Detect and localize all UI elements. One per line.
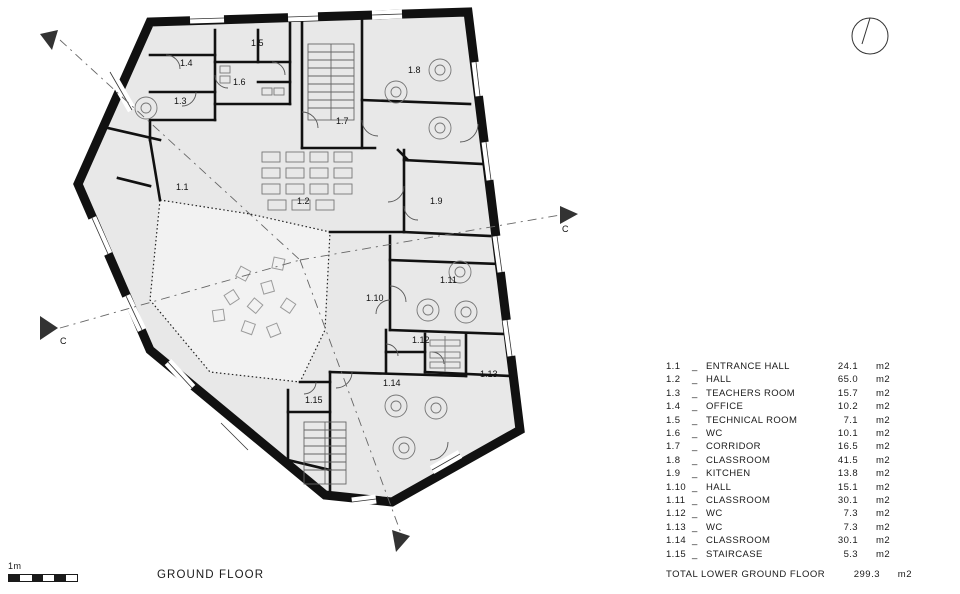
room-label-1-12: 1.12: [412, 335, 430, 345]
legend-room-name: KITCHEN: [706, 468, 751, 480]
legend-room-name: WC: [706, 521, 723, 533]
legend-number: 1.6: [666, 428, 681, 440]
legend-room-name: HALL: [706, 374, 732, 386]
legend-dash: _: [692, 495, 698, 507]
legend-row-1-11: [666, 494, 890, 507]
legend-row-1-13: [666, 521, 890, 534]
legend-row-1-3: [666, 387, 890, 400]
legend-area: 13.8: [837, 468, 858, 480]
legend-room-name: OFFICE: [706, 401, 744, 413]
legend-number: 1.10: [666, 481, 687, 493]
legend-number: 1.15: [666, 548, 687, 560]
legend-dash: _: [692, 521, 698, 533]
legend-unit: m2: [876, 535, 890, 547]
total-area-unit: m2: [897, 569, 912, 580]
legend-number: 1.14: [666, 535, 687, 547]
plan-title: GROUND FLOOR: [157, 569, 265, 581]
legend-area: 10.1: [837, 428, 858, 440]
legend-row-1-8: [666, 454, 890, 467]
legend-unit: m2: [876, 481, 890, 493]
legend-area: 7.3: [843, 508, 858, 520]
legend-number: 1.5: [666, 414, 681, 426]
legend-number: 1.2: [666, 374, 681, 386]
legend-unit: m2: [876, 401, 890, 413]
room-label-1-3: 1.3: [174, 96, 187, 106]
legend-area: 65.0: [837, 374, 858, 386]
legend-room-name: CLASSROOM: [706, 535, 771, 547]
legend-row-1-4: [666, 400, 890, 413]
legend-row-1-12: [666, 507, 890, 520]
legend-number: 1.7: [666, 441, 681, 453]
scale-bar: [8, 561, 78, 582]
legend-area: 30.1: [837, 495, 858, 507]
legend-number: 1.1: [666, 361, 681, 372]
legend-row-1-10: [666, 481, 890, 494]
legend-area: 16.5: [837, 441, 858, 453]
legend-dash: _: [692, 414, 698, 426]
legend-row-1-9: [666, 467, 890, 480]
room-label-1-7: 1.7: [336, 116, 349, 126]
legend-unit: m2: [876, 548, 890, 560]
total-area-row: [666, 569, 912, 580]
legend-number: 1.11: [666, 495, 686, 507]
scale-bar-label: 1m: [8, 561, 22, 571]
room-label-1-2: 1.2: [297, 196, 310, 206]
room-label-1-5: 1.5: [251, 38, 264, 48]
legend-dash: _: [692, 508, 698, 520]
legend-row-1-14: [666, 534, 890, 547]
section-mark-c-right-label: C: [562, 224, 569, 234]
room-label-1-9: 1.9: [430, 196, 443, 206]
legend-area: 15.7: [837, 387, 858, 399]
legend-dash: _: [692, 401, 698, 413]
legend-unit: m2: [876, 441, 890, 453]
legend-unit: m2: [876, 521, 890, 533]
legend-number: 1.9: [666, 468, 681, 480]
legend-dash: _: [692, 441, 698, 453]
legend-row-1-6: [666, 427, 890, 440]
room-label-1-8: 1.8: [408, 65, 421, 75]
legend-room-name: HALL: [706, 481, 732, 493]
legend-dash: _: [692, 454, 698, 466]
legend-unit: m2: [876, 468, 890, 480]
legend-area: 15.1: [837, 481, 858, 493]
legend-number: 1.3: [666, 387, 681, 399]
legend-dash: _: [692, 387, 698, 399]
legend-row-1-7: [666, 440, 890, 453]
legend-unit: m2: [876, 428, 890, 440]
legend-room-name: TECHNICAL ROOM: [706, 414, 798, 426]
legend-dash: _: [692, 374, 698, 386]
total-area-value: 299.3: [853, 569, 880, 580]
north-arrow: [848, 14, 892, 58]
legend-row-1-15: [666, 548, 890, 561]
legend-unit: m2: [876, 374, 890, 386]
scale-bar-graphic: [8, 574, 78, 582]
room-label-1-14: 1.14: [383, 378, 401, 388]
legend-area: 24.1: [837, 361, 858, 372]
legend-row-1-5: [666, 414, 890, 427]
legend-unit: m2: [876, 414, 890, 426]
legend-area: 7.1: [843, 414, 858, 426]
legend-number: 1.13: [666, 521, 687, 533]
room-schedule-legend: [666, 360, 890, 561]
legend-area: 7.3: [843, 521, 858, 533]
legend-area: 5.3: [843, 548, 858, 560]
legend-unit: m2: [876, 361, 890, 372]
legend-area: 41.5: [837, 454, 858, 466]
legend-room-name: WC: [706, 508, 723, 520]
total-area-label: TOTAL LOWER GROUND FLOOR: [666, 569, 826, 580]
room-label-1-13: 1.13: [480, 369, 498, 379]
legend-unit: m2: [876, 454, 890, 466]
room-label-1-10: 1.10: [366, 293, 384, 303]
legend-dash: _: [692, 428, 698, 440]
legend-dash: _: [692, 468, 698, 480]
room-label-1-11: 1.11: [440, 275, 457, 285]
legend-unit: m2: [876, 387, 890, 399]
legend-unit: m2: [876, 508, 890, 520]
legend-row-1-1: [666, 360, 890, 373]
legend-room-name: CORRIDOR: [706, 441, 761, 453]
room-label-1-1: 1.1: [176, 182, 189, 192]
legend-row-1-2: [666, 373, 890, 386]
legend-area: 30.1: [837, 535, 858, 547]
legend-number: 1.12: [666, 508, 687, 520]
legend-dash: _: [692, 361, 698, 372]
legend-number: 1.8: [666, 454, 681, 466]
legend-unit: m2: [876, 495, 890, 507]
legend-area: 10.2: [837, 401, 858, 413]
legend-room-name: TEACHERS ROOM: [706, 387, 796, 399]
legend-dash: _: [692, 481, 698, 493]
legend-dash: _: [692, 535, 698, 547]
legend-room-name: CLASSROOM: [706, 495, 771, 507]
legend-room-name: STAIRCASE: [706, 548, 763, 560]
legend-room-name: ENTRANCE HALL: [706, 361, 790, 372]
room-label-1-6: 1.6: [233, 77, 246, 87]
legend-room-name: WC: [706, 428, 723, 440]
room-label-1-4: 1.4: [180, 58, 193, 68]
legend-room-name: CLASSROOM: [706, 454, 771, 466]
legend-dash: _: [692, 548, 698, 560]
legend-number: 1.4: [666, 401, 681, 413]
section-mark-c-left-label: C: [60, 336, 67, 346]
room-label-1-15: 1.15: [305, 395, 323, 405]
